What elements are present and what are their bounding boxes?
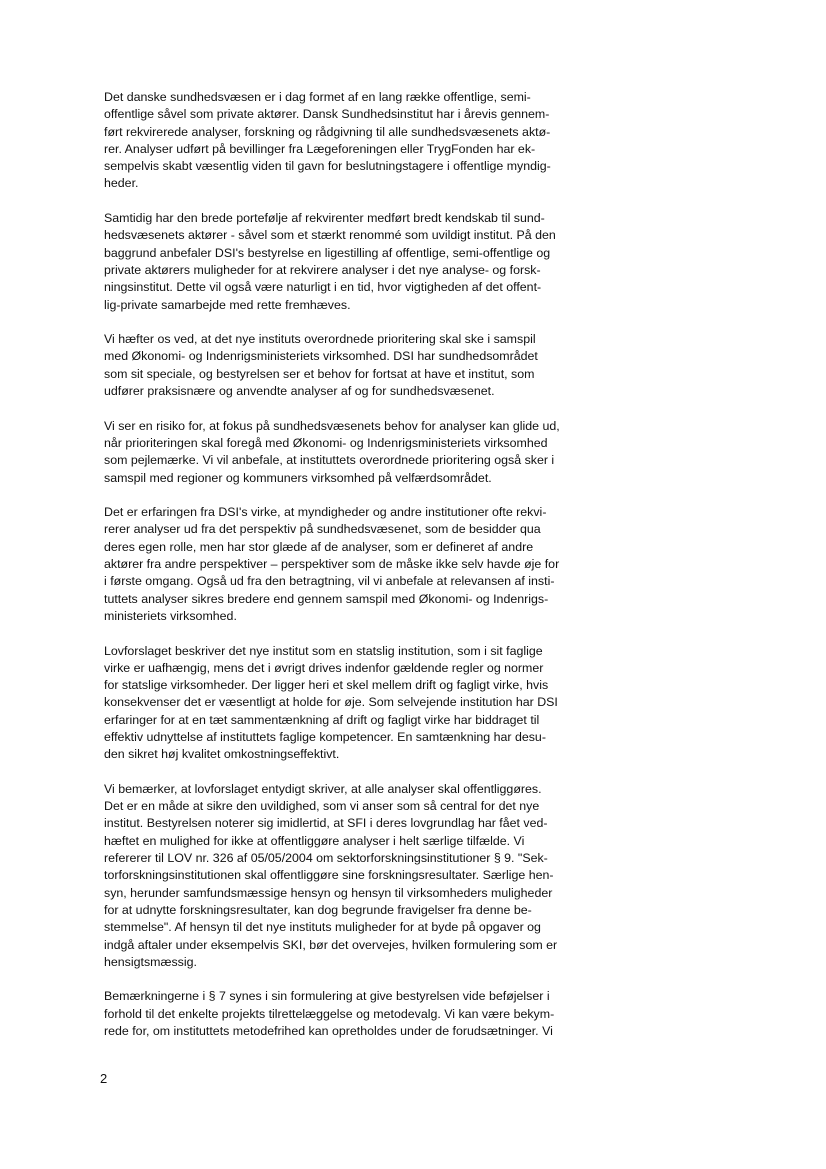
- text-line: lig-private samarbejde med rette fremhæves.: [104, 297, 351, 312]
- text-line: virke er uafhængig, mens det i øvrigt drives indenfor gældende regler og normer: [104, 660, 544, 675]
- text-line: rede for, om instituttets metodefrihed kan opretholdes under de forudsætninger. Vi: [104, 1024, 553, 1039]
- paragraph: [104, 781, 624, 971]
- paragraph: [104, 331, 624, 400]
- text-line: private aktørers muligheder for at rekvirere analyser i det nye analyse- og forsk-: [104, 262, 541, 277]
- text-line: aktører fra andre perspektiver – perspektiver som de måske ikke selv havde øje for: [104, 557, 560, 572]
- paragraph: [104, 210, 624, 314]
- text-line: når prioriteringen skal foregå med Økonomi- og Indenrigsministeriets virksomhed: [104, 435, 548, 450]
- page-number: 2: [100, 1071, 108, 1086]
- text-line: baggrund anbefaler DSI's bestyrelse en ligestilling af offentlige, semi-offentlige og: [104, 245, 551, 260]
- text-line: ministeriets virksomhed.: [104, 608, 237, 623]
- paragraph: [104, 643, 624, 764]
- text-line: erfaringer for at en tæt sammentænkning af drift og fagligt virke har biddraget til: [104, 712, 540, 727]
- text-line: torforskningsinstitutionen skal offentliggøre sine forskningsresultater. Særlige hen-: [104, 868, 554, 883]
- text-line: heder.: [104, 176, 139, 191]
- text-line: Bemærkningerne i § 7 synes i sin formulering at give bestyrelsen vide beføjelser i: [104, 989, 550, 1004]
- text-line: stemmelse". Af hensyn til det nye instituts muligheder for at byde på opgaver og: [104, 920, 541, 935]
- text-line: Vi hæfter os ved, at det nye instituts overordnede prioritering skal ske i samspil: [104, 332, 536, 347]
- text-line: som pejlemærke. Vi vil anbefale, at instituttets overordnede prioritering også sker i: [104, 453, 555, 468]
- text-line: i første omgang. Også ud fra den betragtning, vil vi anbefale at relevansen af insti-: [104, 574, 555, 589]
- text-line: Vi bemærker, at lovforslaget entydigt skriver, at alle analyser skal offentliggøres.: [104, 781, 542, 796]
- paragraph: [104, 418, 624, 487]
- paragraph: [104, 504, 624, 625]
- text-line: for statslige virksomheder. Der ligger heri et skel mellem drift og fagligt virke, hvis: [104, 678, 549, 693]
- text-line: Vi ser en risiko for, at fokus på sundhedsvæsenets behov for analyser kan glide ud,: [104, 418, 560, 433]
- text-line: som sit speciale, og bestyrelsen ser et behov for fortsat at have et institut, som: [104, 366, 535, 381]
- text-line: den sikret høj kvalitet omkostningseffektivt.: [104, 747, 340, 762]
- text-line: hensigtsmæssig.: [104, 954, 197, 969]
- text-line: ført rekvirerede analyser, forskning og rådgivning til alle sundhedsvæsenets aktø-: [104, 124, 551, 139]
- body-text: [104, 89, 624, 1058]
- text-line: deres egen rolle, men har stor glæde af de analyser, som er defineret af andre: [104, 539, 534, 554]
- text-line: forhold til det enkelte projekts tilrettelæggelse og metodevalg. Vi kan være bekym-: [104, 1006, 555, 1021]
- text-line: offentlige såvel som private aktører. Dansk Sundhedsinstitut har i årevis gennem-: [104, 107, 550, 122]
- text-line: rerer analyser ud fra det perspektiv på sundhedsvæsenet, som de besidder qua: [104, 522, 541, 537]
- text-line: Det er erfaringen fra DSI's virke, at myndigheder og andre institutioner ofte rekvi-: [104, 505, 547, 520]
- text-line: tuttets analyser sikres bredere end gennem samspil med Økonomi- og Indenrigs-: [104, 591, 549, 606]
- text-line: Det er en måde at sikre den uvildighed, som vi anser som så central for det nye: [104, 799, 540, 814]
- text-line: effektiv udnyttelse af instituttets faglige kompetencer. En samtænkning har desu-: [104, 729, 546, 744]
- text-line: konsekvenser det er væsentligt at holde for øje. Som selvejende institution har DSI: [104, 695, 558, 710]
- text-line: sempelvis skabt væsentlig viden til gavn for beslutningstagere i offentlige myndig-: [104, 159, 551, 174]
- text-line: Lovforslaget beskriver det nye institut som en statslig institution, som i sit faglige: [104, 643, 543, 658]
- text-line: for at udnytte forskningsresultater, kan dog begrunde fravigelser fra denne be-: [104, 902, 532, 917]
- text-line: hæftet en mulighed for ikke at offentliggøre analyser i helt særlige tilfælde. Vi: [104, 833, 525, 848]
- text-line: institut. Bestyrelsen noterer sig imidlertid, at SFI i deres lovgrundlag har fået ved-: [104, 816, 548, 831]
- text-line: samspil med regioner og kommuners virksomhed på velfærdsområdet.: [104, 470, 492, 485]
- text-line: refererer til LOV nr. 326 af 05/05/2004 om sektorforskningsinstitutioner § 9. "Sek-: [104, 851, 548, 866]
- text-line: ningsinstitut. Dette vil også være naturligt i en tid, hvor vigtigheden af det offent-: [104, 280, 542, 295]
- text-line: med Økonomi- og Indenrigsministeriets virksomhed. DSI har sundhedsområdet: [104, 349, 538, 364]
- text-line: syn, herunder samfundsmæssige hensyn og hensyn til virksomheders muligheder: [104, 885, 553, 900]
- paragraph: [104, 988, 624, 1040]
- paragraph: [104, 89, 624, 193]
- text-line: Det danske sundhedsvæsen er i dag formet af en lang række offentlige, semi-: [104, 90, 531, 104]
- text-line: rer. Analyser udført på bevillinger fra Lægeforeningen eller TrygFonden har ek-: [104, 141, 536, 156]
- text-line: indgå aftaler under eksempelvis SKI, bør det overvejes, hvilken formulering som er: [104, 937, 558, 952]
- text-line: udfører praksisnære og anvendte analyser af og for sundhedsvæsenet.: [104, 384, 495, 399]
- text-line: Samtidig har den brede portefølje af rekvirenter medført bredt kendskab til sund-: [104, 211, 545, 226]
- text-line: hedsvæsenets aktører - såvel som et stærkt renommé som uvildigt institut. På den: [104, 228, 556, 243]
